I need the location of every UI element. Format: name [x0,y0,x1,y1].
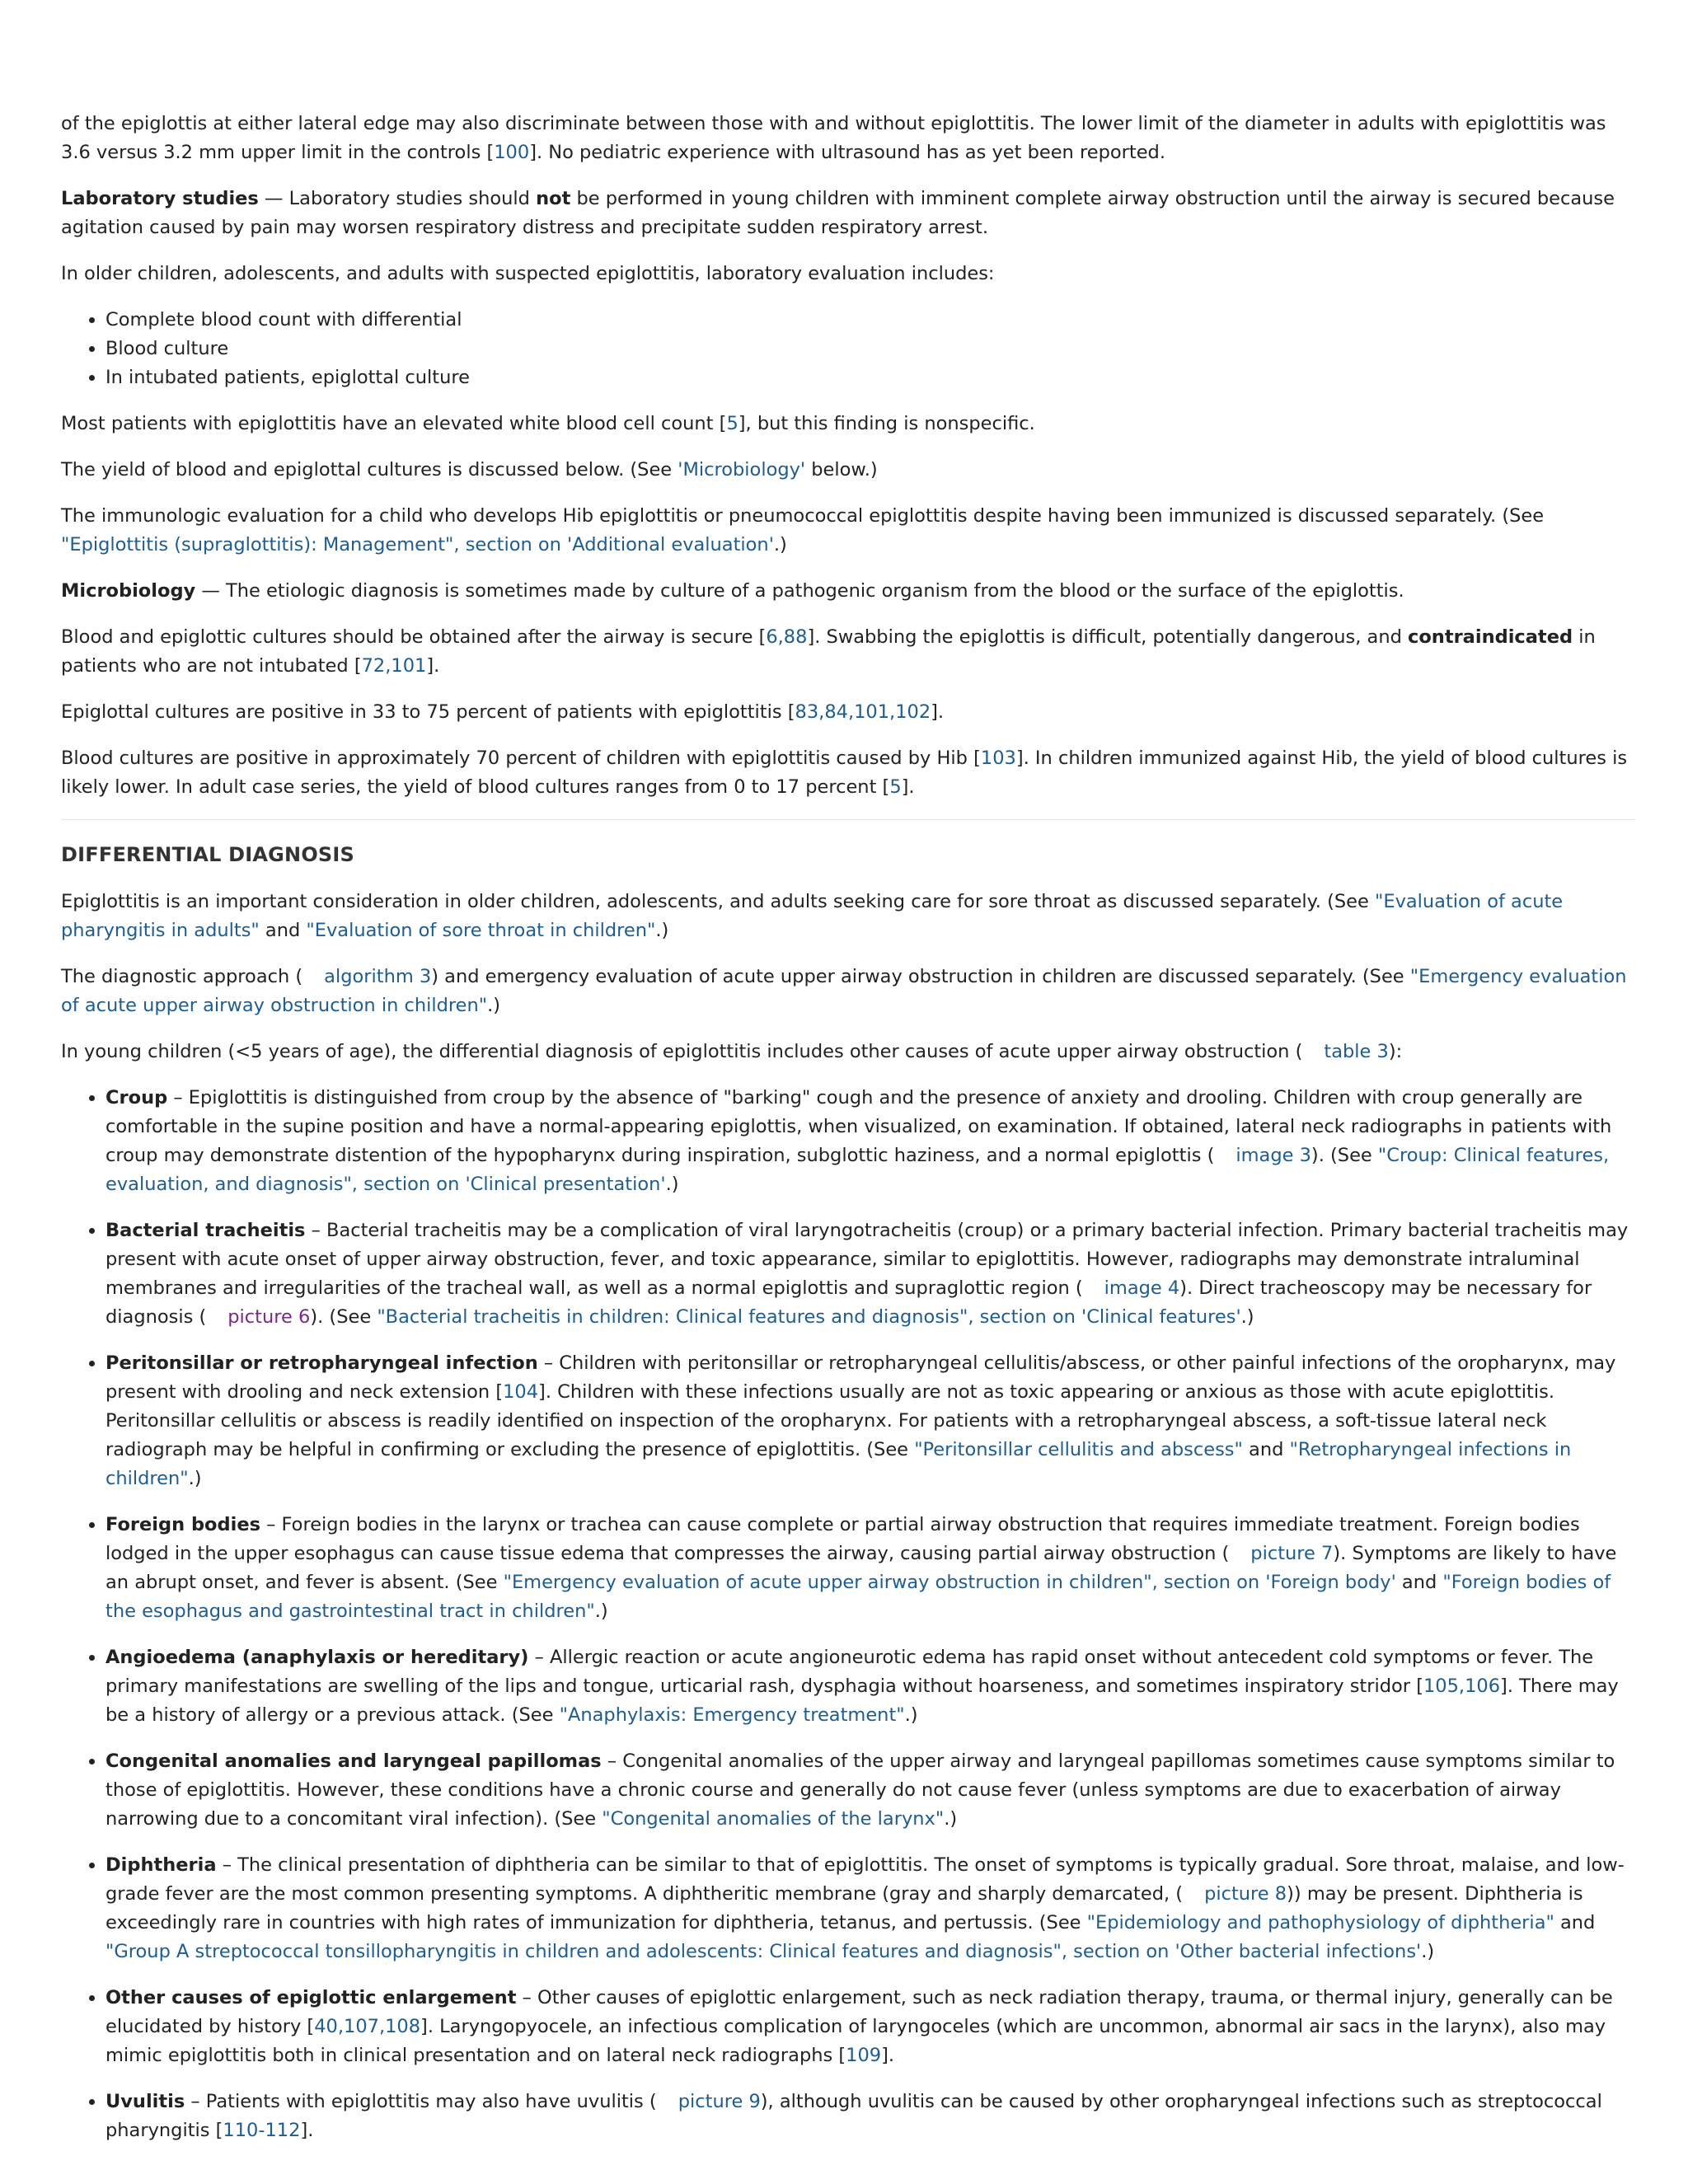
text: ]. Children with these infections usually are not as toxic appearing or anxious as those with acute epiglottitis. Peritonsillar cellulitis or abscess is readily identified on inspection of the oropharynx. For patients with a retropharyngeal abscess, a soft-tissue lateral neck radiograph may be helpful in confirming or excluding the presence of epiglottitis. (See [106,1381,1554,1460]
emphasis: contraindicated [1408,626,1573,648]
item-title: Angioedema (anaphylaxis or hereditary) [106,1647,529,1668]
text: – Patients with epiglottitis may also have uvulitis ( [185,2091,657,2112]
subheading-microbiology: Microbiology [61,580,196,602]
reference-link[interactable]: 100 [494,142,530,163]
diagnostic-approach-paragraph [61,963,1635,1020]
reference-link[interactable]: 104 [503,1381,539,1403]
text: Epiglottal cultures are positive in 33 to 75 percent of patients with epiglottitis [ [61,701,795,723]
text: ). (See [1311,1145,1378,1166]
list-item: • In intubated patients, epiglottal culture [106,363,1635,392]
laboratory-evaluation-list [61,306,1635,392]
text: and [259,920,307,941]
reference-link[interactable]: 5 [889,776,902,798]
text: The diagnostic approach ( [61,966,303,987]
microbiology-paragraph [61,577,1635,606]
list-item-uvulitis [106,2088,1635,2145]
list-item-peritonsillar [106,1349,1635,1493]
text: – Children with peritonsillar or retropharyngeal cellulitis/abscess, or other painful infections of the oropharynx, may present with drooling and neck extension [ [106,1352,1616,1403]
item-title: Diphtheria [106,1854,217,1876]
topic-link[interactable]: "Emergency evaluation of acute upper airway obstruction in children" [61,966,1627,1016]
topic-link[interactable]: "Foreign bodies of the esophagus and gastrointestinal tract in children" [106,1572,1611,1622]
text: in patients who are not intubated [ [61,626,1596,677]
text: – Allergic reaction or acute angioneurotic edema has rapid onset without antecedent cold symptoms or fever. The primary manifestations are swelling of the lips and tongue, urticarial rash, dysphagia without hoarseness, and sometimes inspiratory stridor [ [106,1647,1594,1697]
ddx-intro-paragraph [61,888,1635,945]
text: .) [594,1601,608,1622]
topic-link[interactable]: "Congenital anomalies of the larynx" [602,1808,945,1830]
text: ). (See [310,1306,377,1328]
graphic-icon [206,1315,227,1323]
topic-link[interactable]: "Epiglottitis (supraglottitis): Management", section on 'Additional evaluation' [61,534,774,555]
topic-link[interactable]: "Anaphylaxis: Emergency treatment" [559,1704,905,1726]
graphic-icon [1229,1551,1250,1559]
text: be performed in young children with imminent complete airway obstruction until the airway is secured because agitation caused by pain may worsen respiratory distress and precipitate sudden respiratory arrest. [61,188,1615,238]
item-title: Peritonsillar or retropharyngeal infection [106,1352,538,1374]
text: Most patients with epiglottitis have an elevated white blood cell count [ [61,413,727,434]
text: The immunologic evaluation for a child who develops Hib epiglottitis or pneumococcal epiglottitis despite having been immunized is discussed separately. (See [61,505,1545,527]
immunologic-evaluation-paragraph [61,502,1635,560]
blood-culture-paragraph [61,744,1635,802]
topic-link[interactable]: "Emergency evaluation of acute upper airway obstruction in children", section on 'Foreign body' [503,1572,1396,1593]
item-title: Foreign bodies [106,1514,260,1535]
culture-timing-paragraph [61,623,1635,681]
text: ]. [931,701,945,723]
text: and [1395,1572,1443,1593]
list-item-other-causes [106,1984,1635,2070]
topic-link[interactable]: "Retropharyngeal infections in children" [106,1439,1572,1489]
topic-link[interactable]: "Evaluation of acute pharyngitis in adults" [61,891,1564,941]
item-title: Congenital anomalies and laryngeal papillomas [106,1750,602,1772]
image-link[interactable]: image 4 [1104,1277,1180,1299]
topic-link[interactable]: "Epidemiology and pathophysiology of diphtheria" [1086,1912,1554,1933]
text: — Laboratory studies should [258,188,537,209]
list-item-croup [106,1084,1635,1199]
reference-link[interactable]: 83,84,101,102 [795,701,931,723]
text: and [1242,1439,1290,1460]
text: ]. [901,776,915,798]
graphic-icon [1214,1153,1236,1161]
reference-link[interactable]: 110-112 [223,2120,301,2141]
reference-link[interactable]: 72,101 [361,655,427,677]
picture-link[interactable]: picture 8 [1204,1883,1287,1905]
algorithm-link[interactable]: algorithm 3 [324,966,432,987]
graphic-icon [302,974,324,982]
text: .) [1421,1941,1435,1962]
item-title: Croup [106,1087,168,1108]
list-item-bacterial-tracheitis [106,1216,1635,1332]
list-item-diphtheria [106,1851,1635,1966]
text: )) may be present. Diphtheria is exceedingly rare in countries with high rates of immunization for diphtheria, tetanus, and pertussis. (See [106,1883,1583,1933]
item-title: Bacterial tracheitis [106,1220,306,1241]
text: The yield of blood and epiglottal cultures is discussed below. (See [61,459,678,480]
text: – Congenital anomalies of the upper airway and laryngeal papillomas sometimes cause symptoms similar to those of epiglottitis. However, these conditions have a chronic course and generally do not cause fever (unless symptoms are due to exacerbation of airway narrowing due to a concomitant viral infection). (See [106,1750,1615,1830]
text: ]. Laryngopyocele, an infectious complication of laryngoceles (which are uncommon, abnormal air sacs in the larynx), also may mimic epiglottitis both in clinical presentation and on lateral neck radiographs [ [106,2016,1606,2066]
list-item: • Complete blood count with differential [106,306,1635,335]
table-link[interactable]: table 3 [1324,1041,1389,1062]
list-item-angioedema [106,1643,1635,1730]
text: ) and emergency evaluation of acute upper airway obstruction in children are discussed separately. (See [431,966,1410,987]
text: ]. [881,2045,895,2066]
list-item: • Blood culture [106,335,1635,363]
reference-link[interactable]: 6,88 [766,626,808,648]
reference-link[interactable]: 103 [980,748,1016,769]
topic-link[interactable]: "Evaluation of sore throat in children" [306,920,656,941]
text: ), although uvulitis can be caused by other oropharyngeal infections such as streptococcal pharyngitis [ [106,2091,1602,2141]
text: .) [188,1468,202,1489]
image-link[interactable]: image 3 [1236,1145,1311,1166]
reference-link[interactable]: 109 [846,2045,882,2066]
culture-yield-paragraph [61,456,1635,485]
text: .) [655,920,669,941]
topic-link[interactable]: "Croup: Clinical features, evaluation, and diagnosis", section on 'Clinical presentation' [106,1145,1610,1195]
text: ]. In children immunized against Hib, the yield of blood cultures is likely lower. In adult case series, the yield of blood cultures ranges from 0 to 17 percent [ [61,748,1628,798]
item-title: Other causes of epiglottic enlargement [106,1987,517,2008]
item-title: Uvulitis [106,2091,185,2112]
laboratory-studies-paragraph [61,185,1635,242]
text: – Epiglottitis is distinguished from croup by the absence of "barking" cough and the presence of anxiety and drooling. Children with croup generally are comfortable in the supine position and have a normal-appearing epiglottis, when visualized, on examination. If obtained, lateral neck radiographs in patients with croup may demonstrate distention of the hypopharynx during inspiration, subglottic haziness, and a normal epiglottis ( [106,1087,1612,1166]
text: ], but this finding is nonspecific. [738,413,1035,434]
list-item-congenital-anomalies [106,1747,1635,1834]
subheading-laboratory-studies: Laboratory studies [61,188,259,209]
text: .) [1240,1306,1254,1328]
list-item-foreign-bodies [106,1511,1635,1626]
text: ]. [426,655,440,677]
text: .) [487,995,501,1016]
text: Blood cultures are positive in approximately 70 percent of children with epiglottitis caused by Hib [ [61,748,981,769]
text: ). Symptoms are likely to have an abrupt onset, and fever is absent. (See [106,1543,1617,1593]
text: – Bacterial tracheitis may be a complication of viral laryngotracheitis (croup) or a primary bacterial infection. Primary bacterial tracheitis may present with acute onset of upper airway obstruction, fever, and toxic appearance, similar to epiglottitis. However, radiographs may demonstrate intraluminal membranes and irregularities of the tracheal wall, as well as a normal epiglottis and supraglottic region ( [106,1220,1629,1299]
text: .) [665,1174,679,1195]
topic-link[interactable]: "Group A streptococcal tonsillopharyngitis in children and adolescents: Clinical features and diagnosis", section on 'Other bacterial infections' [106,1941,1422,1962]
text: ]. Swabbing the epiglottis is difficult, potentially dangerous, and [807,626,1409,648]
text: ): [1388,1041,1403,1062]
graphic-icon [1183,1891,1204,1900]
wbc-paragraph [61,410,1635,438]
text: ]. No pediatric experience with ultrasound has as yet been reported. [529,142,1165,163]
text: Blood and epiglottic cultures should be obtained after the airway is secure [ [61,626,767,648]
topic-link[interactable]: "Bacterial tracheitis in children: Clinical features and diagnosis", section on 'Clinical features' [377,1306,1241,1328]
text: Epiglottitis is an important consideration in older children, adolescents, and adults seeking care for sore throat as discussed separately. (See [61,891,1375,912]
graphic-icon [1302,1049,1324,1057]
text: .) [904,1704,918,1726]
section-divider [61,819,1635,820]
text: ). Direct tracheoscopy may be necessary for diagnosis ( [106,1277,1592,1328]
article-content [61,110,1635,2163]
text: In young children (<5 years of age), the differential diagnosis of epiglottitis includes other causes of acute upper airway obstruction ( [61,1041,1303,1062]
text: ]. [300,2120,314,2141]
text: of the epiglottis at either lateral edge may also discriminate between those with and without epiglottitis. The lower limit of the diameter in adults with epiglottitis was 3.6 versus 3.2 mm upper limit in the controls [ [61,113,1606,163]
text: and [1554,1912,1596,1933]
epiglottal-culture-paragraph [61,698,1635,727]
text: below.) [805,459,878,480]
text: ]. There may be a history of allergy or a previous attack. (See [106,1675,1619,1726]
graphic-icon [1083,1286,1104,1294]
graphic-icon [657,2099,678,2107]
picture-link[interactable]: picture 6 [227,1306,311,1328]
text: .) [944,1808,958,1830]
text: .) [773,534,787,555]
text: – The clinical presentation of diphtheria can be similar to that of epiglottitis. The onset of symptoms is typically gradual. Sore throat, malaise, and low-grade fever are the most common presenting symptoms. A diphtheritic membrane (gray and sharply demarcated, ( [106,1854,1625,1905]
text: – Foreign bodies in the larynx or trachea can cause complete or partial airway obstruction that requires immediate treatment. Foreign bodies lodged in the upper esophagus can cause tissue edema that compresses the airway, causing partial airway obstruction ( [106,1514,1580,1564]
picture-link[interactable]: picture 9 [678,2091,761,2112]
text: – Other causes of epiglottic enlargement, such as neck radiation therapy, trauma, or thermal injury, generally can be elucidated by history [ [106,1987,1613,2037]
young-children-paragraph [61,1038,1635,1066]
emphasis: not [536,188,571,209]
older-children-paragraph: In older children, adolescents, and adults with suspected epiglottitis, laboratory evaluation includes: [61,263,995,284]
reference-link[interactable]: 5 [726,413,738,434]
reference-link[interactable]: 105,106 [1423,1675,1501,1697]
text: — The etiologic diagnosis is sometimes made by culture of a pathogenic organism from the blood or the surface of the epiglottis. [195,580,1404,602]
picture-link[interactable]: picture 7 [1250,1543,1334,1564]
reference-link[interactable]: 40,107,108 [314,2016,421,2037]
section-heading-differential-diagnosis: DIFFERENTIAL DIAGNOSIS [61,843,355,866]
differential-diagnosis-list [61,1084,1635,2145]
topic-link[interactable]: "Peritonsillar cellulitis and abscess" [914,1439,1243,1460]
microbiology-section-link[interactable]: 'Microbiology' [678,459,806,480]
ultrasound-paragraph [61,110,1635,167]
